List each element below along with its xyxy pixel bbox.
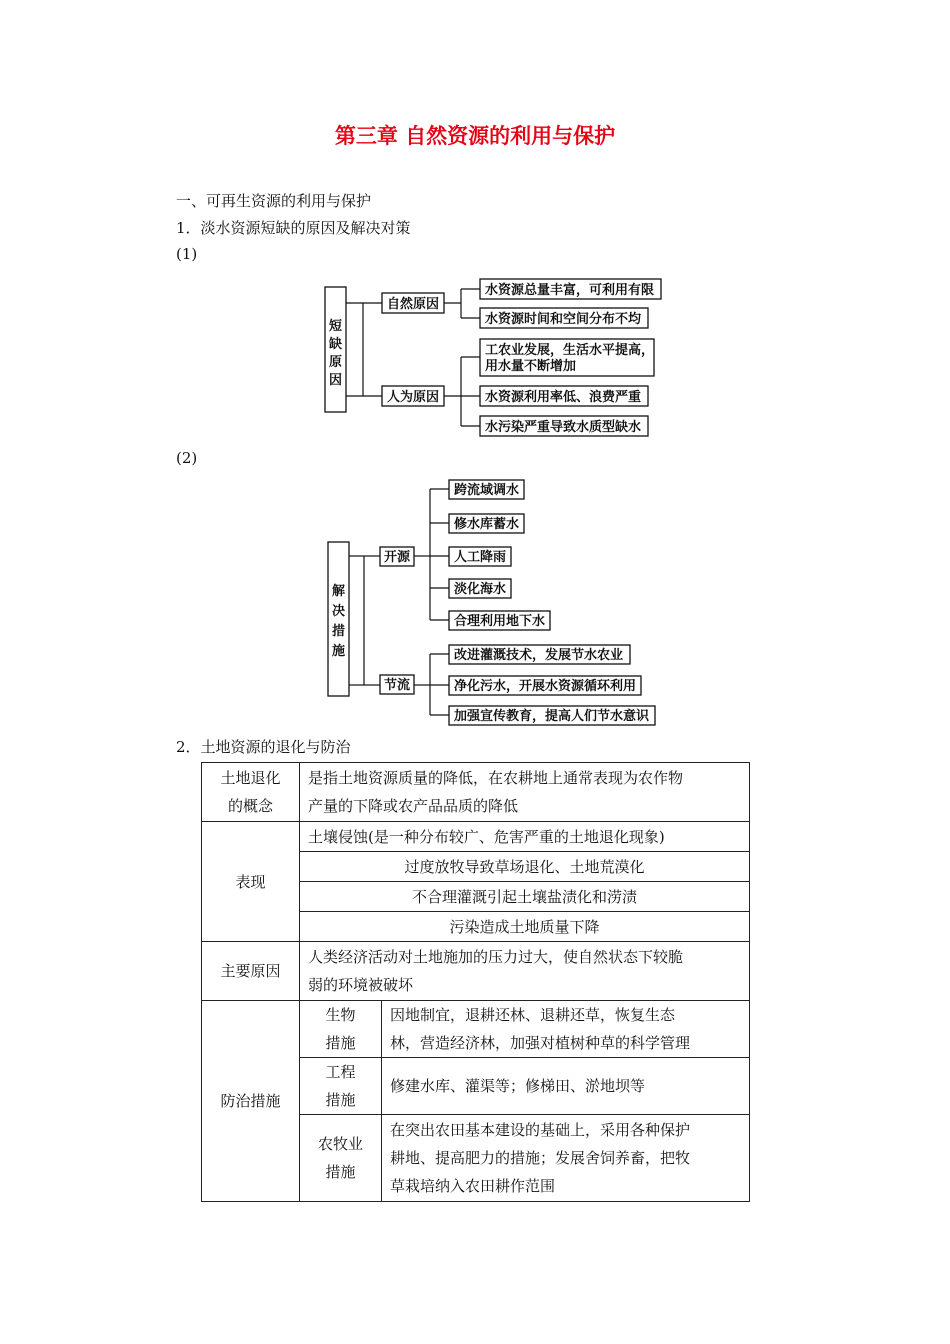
agri-text-cell: 在突出农田基本建设的基础上，采用各种保护 耕地、提高肥力的措施；发展舍饲养畜，把牧 草栽培纳入农田耕作范围 [382, 1115, 750, 1202]
natural-item-text: 水资源总量丰富，可利用有限 [485, 283, 655, 298]
table-row [202, 942, 750, 1001]
human-item-text: 水污染严重导致水质型缺水 [485, 420, 642, 435]
solution-diagram [328, 480, 655, 725]
show-label-cell: 表现 [202, 822, 300, 942]
root-char: 因 [328, 373, 343, 388]
item-heading-land: 2．土地资源的退化与防治 [176, 738, 351, 756]
open-item-text: 跨流域调水 [454, 483, 520, 498]
root-char: 缺 [328, 337, 343, 352]
human-cause-label: 人为原因 [386, 390, 440, 405]
concept-label-cell: 土地退化 的概念 [202, 763, 300, 822]
cause-label-cell: 主要原因 [202, 942, 300, 1001]
page-title: 第三章 自然资源的利用与保护 [334, 124, 616, 148]
human-item-text: 水资源利用率低、浪费严重 [485, 390, 642, 405]
table-row [202, 763, 750, 822]
bio-text-cell: 因地制宜，退耕还林、退耕还草，恢复生态 林，营造经济林，加强对植树种草的科学管理 [382, 1001, 750, 1058]
item-heading-water: 1．淡水资源短缺的原因及解决对策 [176, 219, 411, 237]
human-item-text: 工农业发展，生活水平提高， [485, 343, 655, 358]
show-item-cell: 过度放牧导致草场退化、土地荒漠化 [300, 852, 750, 882]
root-char: 原 [328, 355, 343, 370]
eng-label-cell: 工程 措施 [300, 1058, 382, 1115]
open-item-text: 合理利用地下水 [454, 614, 546, 629]
natural-cause-label: 自然原因 [386, 297, 440, 312]
human-item-text: 用水量不断增加 [485, 359, 577, 374]
root-char: 施 [331, 644, 346, 659]
measure-label-cell: 防治措施 [202, 1001, 300, 1202]
save-item-text: 改进灌溉技术，发展节水农业 [454, 648, 624, 663]
root-char: 短 [328, 319, 343, 334]
show-item-cell: 污染造成土地质量下降 [300, 912, 750, 942]
part-label-1: (1) [176, 245, 198, 263]
show-item-cell: 土壤侵蚀(是一种分布较广、危害严重的土地退化现象) [300, 822, 750, 852]
section-heading: 一、可再生资源的利用与保护 [176, 192, 372, 210]
open-item-text: 人工降雨 [454, 550, 507, 565]
agri-label-cell: 农牧业 措施 [300, 1115, 382, 1202]
part-label-2: (2) [176, 449, 198, 467]
save-item-text: 净化污水，开展水资源循环利用 [454, 679, 637, 694]
land-degradation-table [201, 762, 750, 1202]
cause-text-cell: 人类经济活动对土地施加的压力过大，使自然状态下较脆 弱的环境被破坏 [300, 942, 750, 1001]
open-source-label: 开源 [383, 550, 411, 565]
eng-text-cell: 修建水库、灌渠等；修梯田、淤地坝等 [382, 1058, 750, 1115]
root-box-solution [328, 542, 349, 696]
root-char: 措 [331, 624, 346, 639]
shortage-cause-diagram [325, 279, 661, 436]
root-char: 解 [331, 584, 346, 599]
open-item-text: 淡化海水 [454, 582, 507, 597]
save-item-text: 加强宣传教育，提高人们节水意识 [454, 709, 650, 724]
root-char: 决 [331, 604, 346, 619]
bio-label-cell: 生物 措施 [300, 1001, 382, 1058]
table-row [202, 1001, 750, 1058]
concept-text-cell: 是指土地资源质量的降低，在农耕地上通常表现为农作物 产量的下降或农产品品质的降低 [300, 763, 750, 822]
table-row [202, 822, 750, 852]
open-item-text: 修水库蓄水 [454, 517, 520, 532]
natural-item-text: 水资源时间和空间分布不均 [485, 312, 642, 327]
show-item-cell: 不合理灌溉引起土壤盐渍化和涝渍 [300, 882, 750, 912]
save-flow-label: 节流 [383, 678, 411, 693]
